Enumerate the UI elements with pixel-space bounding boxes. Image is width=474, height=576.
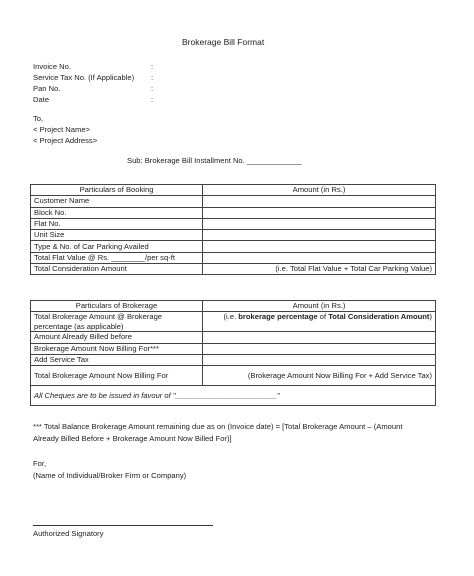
booking-particulars-header: Particulars of Booking	[31, 185, 203, 196]
booking-row-amount	[203, 241, 436, 252]
authorized-signatory: Authorized Signatory	[33, 529, 104, 538]
total-now-billing-label: Total Brokerage Amount Now Billing For	[31, 366, 203, 386]
table-row	[31, 312, 436, 332]
table-row	[31, 386, 436, 406]
table-row	[31, 354, 436, 365]
date-label: Date	[33, 95, 50, 104]
brokerage-particulars-header: Particulars of Brokerage	[31, 301, 203, 312]
booking-table-header	[31, 185, 436, 196]
table-row	[31, 343, 436, 354]
already-billed-amount	[203, 332, 436, 343]
brokerage-table	[30, 300, 436, 406]
project-name: < Project Name>	[33, 125, 90, 134]
date-sep: :	[151, 95, 154, 104]
booking-row-amount	[203, 230, 436, 241]
invoice-no-label: Invoice No.	[33, 62, 71, 71]
total-now-billing-amount: (Brokerage Amount Now Billing For + Add Service Tax)	[203, 366, 436, 386]
booking-row-amount: (i.e. Total Flat Value + Total Car Parking Value)	[203, 264, 436, 275]
service-tax-row-label: Add Service Tax	[31, 354, 203, 365]
for-label: For,	[33, 459, 47, 468]
booking-row-amount	[203, 207, 436, 218]
formula-text: of	[317, 312, 329, 322]
formula-bold-text: Total Consideration Amount	[328, 312, 430, 322]
booking-row-label: Customer Name	[31, 196, 203, 207]
booking-row-amount	[203, 196, 436, 207]
subject-line: Sub: Brokerage Bill Installment No. _____________	[127, 156, 302, 165]
formula-text: (i.e.	[223, 312, 239, 322]
table-row	[31, 252, 436, 263]
cheque-note: All Cheques are to be issued in favour of "________________________"	[34, 390, 280, 400]
total-brokerage-amount	[203, 312, 436, 332]
formula-text: )	[429, 312, 432, 322]
footnote: *** Total Balance Brokerage Amount remaining due as on (Invoice date) = [Total Brokerage Amount – (Amount Already Billed Before + Brokerage Amount Now Billed For)]	[33, 422, 403, 443]
total-brokerage-label: Total Brokerage Amount @ Brokerage percentage (as applicable)	[31, 312, 203, 332]
service-tax-label: Service Tax No. (If Applicable)	[33, 73, 135, 82]
table-row	[31, 230, 436, 241]
document-title: Brokerage Bill Format	[182, 37, 265, 47]
pan-no-sep: :	[151, 84, 154, 93]
table-row	[31, 264, 436, 275]
table-row	[31, 241, 436, 252]
booking-table	[30, 184, 436, 275]
booking-amount-header: Amount (in Rs.)	[203, 185, 436, 196]
now-billing-amount	[203, 343, 436, 354]
booking-row-label: Block No.	[31, 207, 203, 218]
service-tax-row-amount	[203, 354, 436, 365]
table-row	[31, 207, 436, 218]
table-row	[31, 332, 436, 343]
formula-bold-text: brokerage percentage	[238, 312, 318, 322]
signature-line	[33, 525, 213, 526]
table-row	[31, 196, 436, 207]
invoice-no-sep: :	[151, 62, 154, 71]
table-row	[31, 218, 436, 229]
firm-name: (Name of Individual/Broker Firm or Company)	[33, 471, 187, 480]
booking-row-amount	[203, 252, 436, 263]
project-address: < Project Address>	[33, 136, 98, 145]
now-billing-label: Brokerage Amount Now Billing For***	[31, 343, 203, 354]
booking-row-amount	[203, 218, 436, 229]
service-tax-sep: :	[151, 73, 154, 82]
booking-row-label: Flat No.	[31, 218, 203, 229]
booking-row-label: Type & No. of Car Parking Availed	[31, 241, 203, 252]
to-label: To,	[33, 114, 44, 123]
booking-row-label: Total Consideration Amount	[31, 264, 203, 275]
booking-row-label: Unit Size	[31, 230, 203, 241]
cheque-note-cell	[31, 386, 436, 406]
brokerage-table-header	[31, 301, 436, 312]
table-row	[31, 366, 436, 386]
already-billed-label: Amount Already Billed before	[31, 332, 203, 343]
brokerage-amount-header: Amount (in Rs.)	[203, 301, 436, 312]
booking-row-label: Total Flat Value @ Rs. ________/per sq-ft	[31, 252, 203, 263]
pan-no-label: Pan No.	[33, 84, 61, 93]
